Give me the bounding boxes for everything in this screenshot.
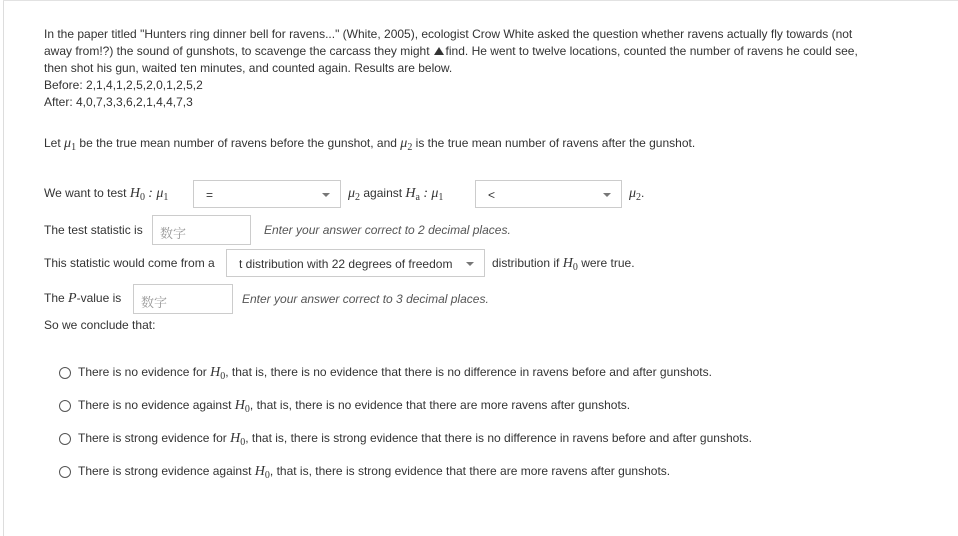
conclusion-option-1[interactable]: There is no evidence for $H_0$, that is, there is no evidence that there is no difference in ravens before and after gunshots. xyxy=(78,365,712,382)
h0-symbol: $H_0$ xyxy=(562,256,578,273)
test-statistic-input[interactable]: 数字 xyxy=(152,215,251,245)
conclusion-option-3[interactable]: There is strong evidence for $H_0$, that is, there is strong evidence that there is no difference in ravens before and after gunshots. xyxy=(78,431,752,448)
conclusion-radio-4[interactable] xyxy=(59,466,71,478)
conclusion-radio-3[interactable] xyxy=(59,433,71,445)
conclusion-radio-1[interactable] xyxy=(59,367,71,379)
page-border-top xyxy=(3,0,958,1)
ha-symbol: $H_a$ xyxy=(405,186,420,203)
chevron-down-icon xyxy=(466,262,474,266)
parameter-definition: Let $\mu_1$ be the true mean number of ravens before the gunshot, and $\mu_2$ is the true mean number of ravens after the gunshot. xyxy=(44,136,696,153)
problem-line-1: In the paper titled "Hunters ring dinner bell for ravens..." (White, 2005), ecologist Crow White asked the question whether ravens actually fly towards (not xyxy=(44,27,853,41)
distribution-label: This statistic would come from a xyxy=(44,256,215,270)
conclusion-option-4[interactable]: There is strong evidence against $H_0$, that is, there is strong evidence that there are more ravens after gunshots. xyxy=(78,464,671,481)
p-value-input[interactable]: 数字 xyxy=(133,284,233,314)
conclusion-radio-2[interactable] xyxy=(59,400,71,412)
mu1-symbol: $\mu_1$ xyxy=(64,136,77,153)
distribution-select[interactable]: t distribution with 22 degrees of freedom xyxy=(226,249,485,277)
page-border-left xyxy=(3,0,4,536)
problem-statement xyxy=(44,26,874,111)
h0-symbol: $H_0$ xyxy=(230,431,246,448)
mu1-symbol: $\mu_1$ xyxy=(431,186,444,203)
problem-line-2: away from!?) the sound of gunshots, to scavenge the carcass they might find. He went to twelve locations, counted the number of ravens he could see, xyxy=(44,44,858,58)
mu2-symbol: $\mu_2$ xyxy=(629,186,642,203)
p-value-label: The P-value is xyxy=(44,291,122,306)
conclusion-option-2[interactable]: There is no evidence against $H_0$, that is, there is no evidence that there are more ravens after gunshots. xyxy=(78,398,631,415)
h0-symbol: $H_0$ xyxy=(254,464,270,481)
mu2-symbol: $\mu_2$ xyxy=(400,136,413,153)
chevron-down-icon xyxy=(603,193,611,197)
test-statistic-hint: Enter your answer correct to 2 decimal places. xyxy=(264,223,511,237)
hypothesis-middle: $\mu_2$ against $H_a$ : $\mu_1$ xyxy=(348,186,444,203)
conclusion-label: So we conclude that: xyxy=(44,318,156,332)
alternative-hypothesis-relation-select[interactable]: < xyxy=(475,180,622,208)
h0-symbol: $H_0$ xyxy=(210,365,226,382)
test-statistic-label: The test statistic is xyxy=(44,223,143,237)
mu2-symbol: $\mu_2$ xyxy=(348,186,361,203)
h0-symbol: $H_0$ xyxy=(234,398,250,415)
after-data: After: 4,0,7,3,3,6,2,1,4,4,7,3 xyxy=(44,95,193,109)
mu1-symbol: $\mu_1$ xyxy=(156,186,169,203)
p-value-hint: Enter your answer correct to 3 decimal places. xyxy=(242,292,489,306)
before-data: Before: 2,1,4,1,2,5,2,0,1,2,5,2 xyxy=(44,78,203,92)
problem-line-3: then shot his gun, waited ten minutes, and counted again. Results are below. xyxy=(44,61,453,75)
null-hypothesis-relation-select[interactable]: = xyxy=(193,180,341,208)
chevron-down-icon xyxy=(322,193,330,197)
h0-symbol: $H_0$ xyxy=(129,186,145,203)
distribution-suffix: distribution if $H_0$ were true. xyxy=(492,256,635,273)
hypothesis-end: $\mu_2$. xyxy=(629,186,645,203)
mouse-cursor-icon xyxy=(434,47,444,55)
hypothesis-label: We want to test $H_0$ : $\mu_1$ xyxy=(44,186,169,203)
